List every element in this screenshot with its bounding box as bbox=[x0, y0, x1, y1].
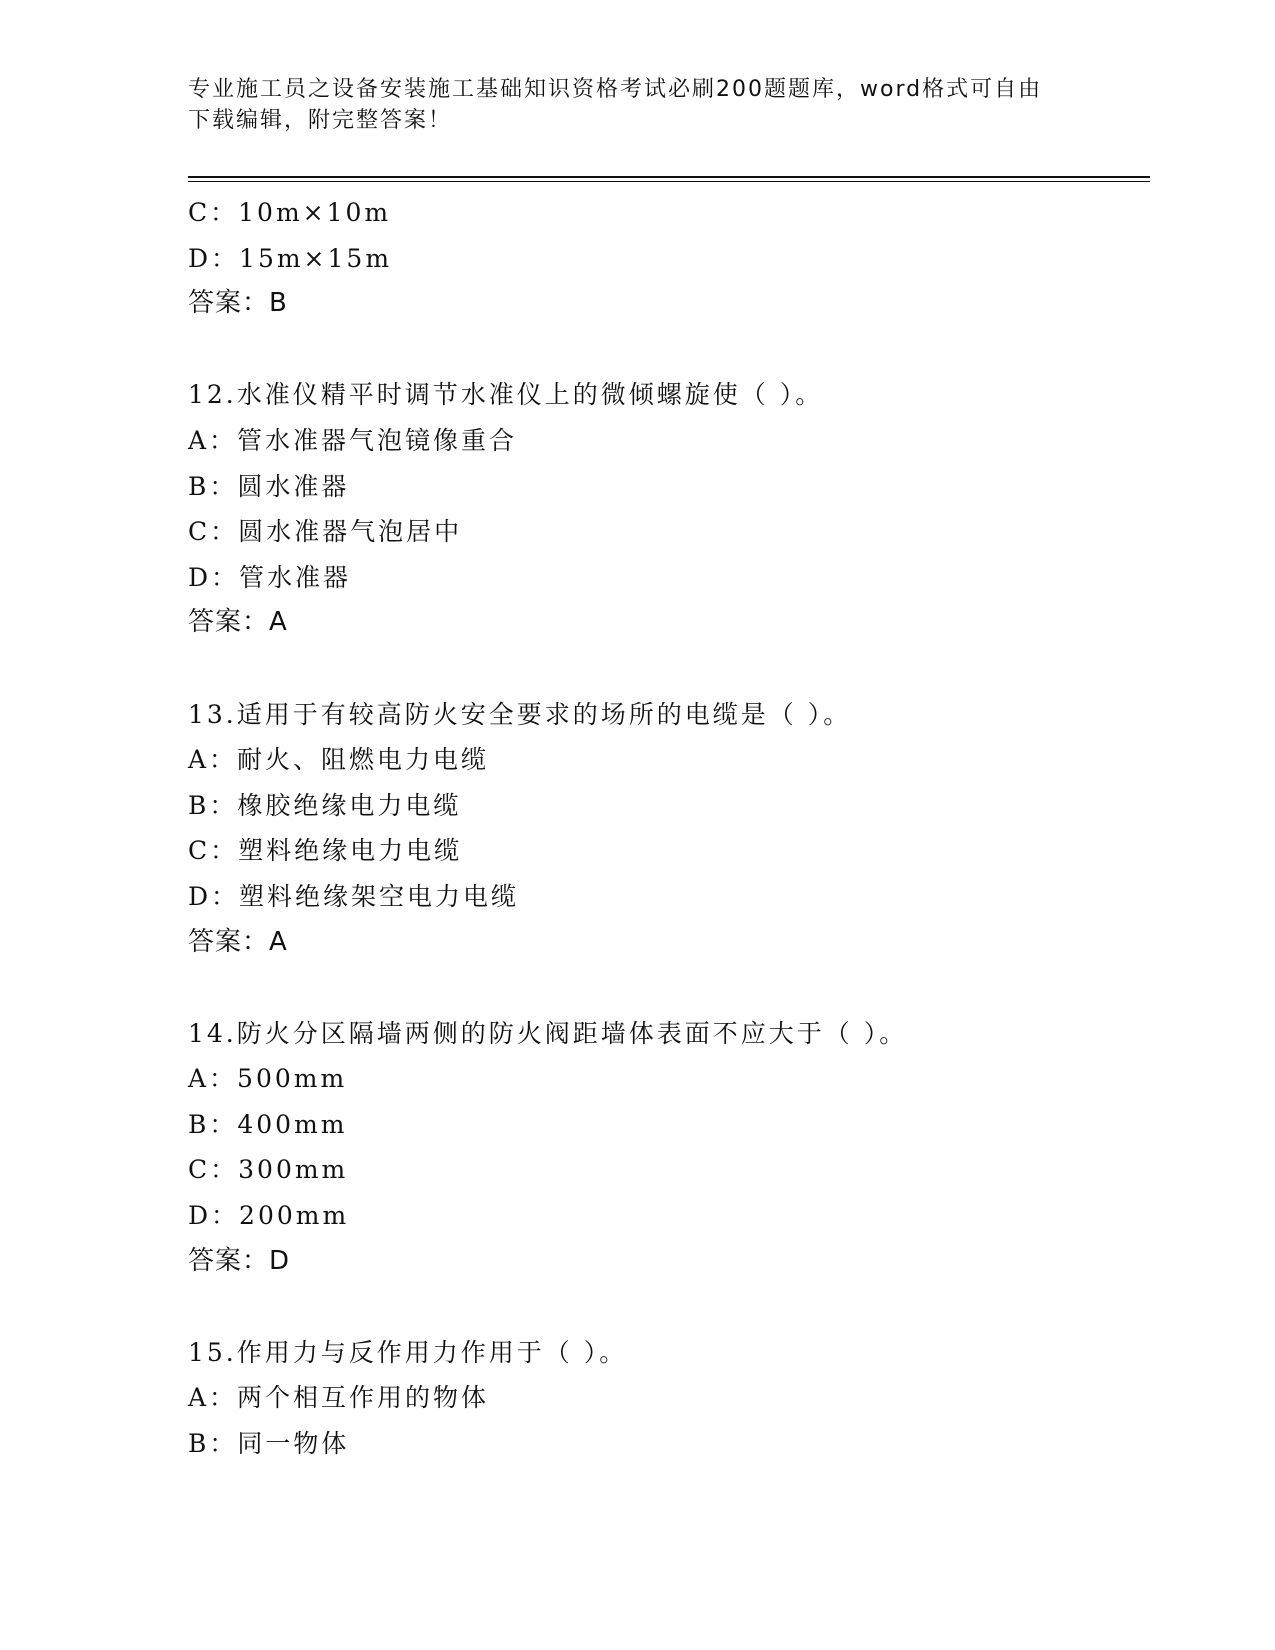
header-divider-thick bbox=[188, 176, 1150, 178]
answer-label: 答案：B bbox=[188, 288, 288, 319]
option-b: B：圆水准器 bbox=[188, 471, 350, 501]
question-stem: 12.水准仪精平时调节水准仪上的微倾螺旋使（ ）。 bbox=[188, 380, 824, 410]
option-a: A：500mm bbox=[188, 1064, 348, 1094]
option-c: C：300mm bbox=[188, 1155, 349, 1185]
spacer bbox=[188, 965, 1148, 1011]
header-title-line2: 下载编辑，附完整答案！ bbox=[188, 108, 453, 133]
header-title-line1: 专业施工员之设备安装施工基础知识资格考试必刷200题题库，word格式可自由 bbox=[188, 77, 1043, 102]
spacer bbox=[188, 327, 1148, 373]
answer-label: 答案：D bbox=[188, 1245, 291, 1276]
spacer bbox=[188, 646, 1148, 692]
answer-label: 答案：A bbox=[188, 607, 288, 638]
option-a: A：两个相互作用的物体 bbox=[188, 1383, 490, 1413]
option-c: C：圆水准器气泡居中 bbox=[188, 517, 463, 547]
header-divider-thin bbox=[188, 181, 1150, 182]
option-d: D：15m×15m bbox=[188, 243, 393, 273]
answer-label: 答案：A bbox=[188, 926, 288, 957]
question-stem: 15.作用力与反作用力作用于（ ）。 bbox=[188, 1337, 628, 1367]
option-b: B：同一物体 bbox=[188, 1429, 350, 1459]
option-a: A：耐火、阻燃电力电缆 bbox=[188, 745, 490, 775]
option-c: C：10m×10m bbox=[188, 198, 392, 227]
option-d: D：塑料绝缘架空电力电缆 bbox=[188, 881, 520, 911]
question-stem: 13.适用于有较高防火安全要求的场所的电缆是（ ）。 bbox=[188, 699, 852, 729]
option-b: B：橡胶绝缘电力电缆 bbox=[188, 790, 462, 820]
option-a: A：管水准器气泡镜像重合 bbox=[188, 425, 518, 455]
option-d: D：200mm bbox=[188, 1201, 350, 1231]
option-b: B：400mm bbox=[188, 1109, 348, 1139]
option-c: C：塑料绝缘电力电缆 bbox=[188, 836, 463, 866]
document-header bbox=[188, 74, 1088, 136]
spacer bbox=[188, 1284, 1148, 1330]
question-list bbox=[188, 190, 1148, 1467]
option-d: D：管水准器 bbox=[188, 562, 352, 592]
question-stem: 14.防火分区隔墙两侧的防火阀距墙体表面不应大于（ ）。 bbox=[188, 1018, 908, 1048]
